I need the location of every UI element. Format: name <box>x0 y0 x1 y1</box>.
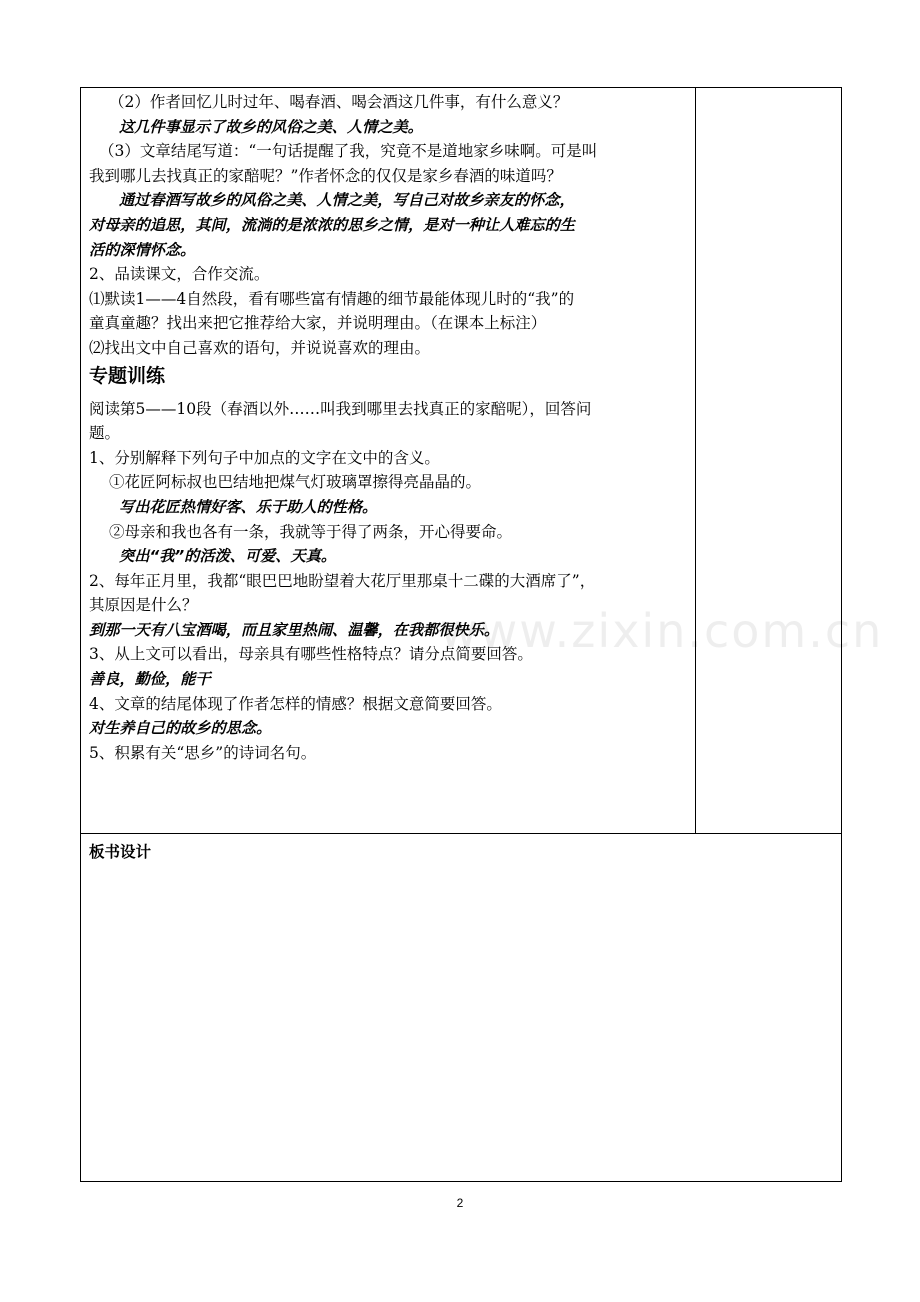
side-notes-cell <box>696 88 842 834</box>
training-q4: 4、文章的结尾体现了作者怎样的情感？根据文意简要回答。 <box>89 694 502 713</box>
page-number: 2 <box>456 1196 464 1210</box>
section2-item1-line2: 童真童趣？找出来把它推荐给大家，并说明理由。（在课本上标注） <box>89 314 547 333</box>
main-content-cell <box>81 88 696 834</box>
board-design-row <box>81 834 842 1182</box>
training-q1-sentence2: ②母亲和我也各有一条，我就等于得了两条，开心得要命。 <box>109 522 513 541</box>
training-q1-sentence1: ①花匠阿标叔也巴结地把煤气灯玻璃罩擦得亮晶晶的。 <box>109 473 482 492</box>
training-q3: 3、从上文可以看出，母亲具有哪些性格特点？请分点简要回答。 <box>89 645 533 664</box>
section2-item1-line1: ⑴默读1——4自然段，看有哪些富有情趣的细节最能体现儿时的“我”的 <box>89 289 575 308</box>
q2-question: （2）作者回忆儿时过年、喝春酒、喝会酒这几件事，有什么意义？ <box>109 93 569 111</box>
training-q5: 5、积累有关“思乡”的诗词名句。 <box>89 743 317 762</box>
training-q2-answer: 到那一天有八宝酒喝，而且家里热闹、温馨，在我都很快乐。 <box>89 620 500 639</box>
training-q2-line1: 2、每年正月里，我都“眼巴巴地盼望着大花厅里那桌十二碟的大酒席了”， <box>89 571 596 590</box>
section2-title: 2、品读课文，合作交流。 <box>89 265 270 284</box>
training-q1: 1、分别解释下列句子中加点的文字在文中的含义。 <box>89 448 440 467</box>
q3-answer-line3: 活的深情怀念。 <box>89 240 196 259</box>
training-q4-answer: 对生养自己的故乡的思念。 <box>89 719 272 738</box>
q3-answer-line2: 对母亲的追思，其间，流淌的是浓浓的思乡之情，是对一种让人难忘的生 <box>89 215 575 234</box>
section2-item2: ⑵找出文中自己喜欢的语句，并说说喜欢的理由。 <box>89 338 431 357</box>
training-heading: 专题训练 <box>89 364 166 387</box>
content-body <box>81 88 695 765</box>
training-q2-line2: 其原因是什么？ <box>89 596 198 615</box>
training-q1-answer1: 写出花匠热情好客、乐于助人的性格。 <box>119 497 378 516</box>
training-q1-answer2: 突出“我”的活泼、可爱、天真。 <box>119 547 337 566</box>
lesson-content-row <box>81 88 842 834</box>
training-q3-answer: 善良，勤俭，能干 <box>89 670 211 689</box>
board-design-title: 板书设计 <box>89 843 152 861</box>
training-intro-line1: 阅读第5——10段（春酒以外……叫我到哪里去找真正的家醅呢），回答问 <box>89 399 592 418</box>
q3-question-line2: 我到哪儿去找真正的家醅呢？”作者怀念的仅仅是家乡春酒的味道吗？ <box>89 166 562 185</box>
q2-answer: 这几件事显示了故乡的风俗之美、人情之美。 <box>119 117 423 136</box>
watermark: www.zixin.com.cn <box>440 604 884 658</box>
lesson-table <box>80 87 842 1182</box>
board-design-cell <box>81 834 842 1182</box>
q3-question-line1: （3）文章结尾写道：“一句话提醒了我，究竟不是道地家乡味啊。可是叫 <box>99 142 598 161</box>
q3-answer-line1: 通过春酒写故乡的风俗之美、人情之美，写自己对故乡亲友的怀念， <box>119 191 575 210</box>
training-intro-line2: 题。 <box>89 424 121 443</box>
